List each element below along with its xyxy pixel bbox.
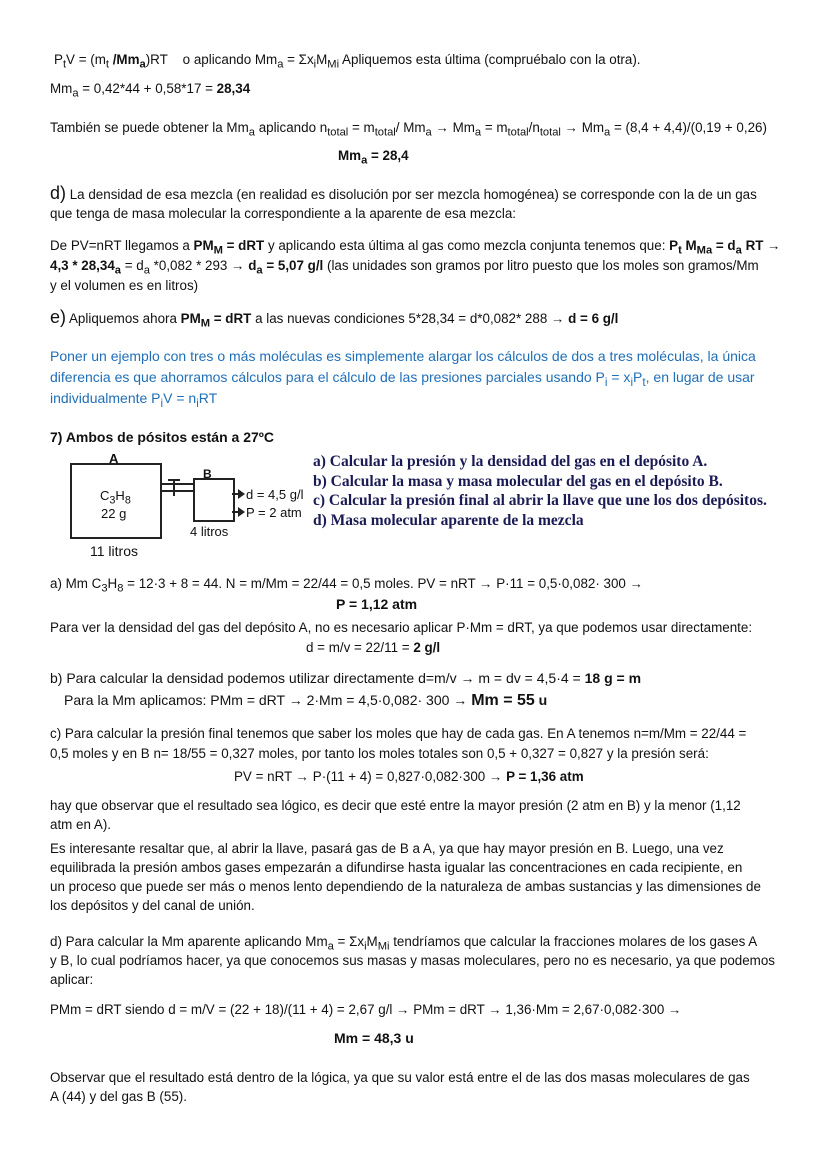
sol-d-result: Mm = 48,3 u xyxy=(334,1030,414,1046)
tank-a-gas: $C_3H_8$ xyxy=(100,488,131,507)
question-a: a) Calcular la presión y la densidad del gas en el depósito A. xyxy=(313,453,708,470)
part-e-line: e) Apliquemos ahora $PM_M$ = dRT a las nuevas condiciones 5*28,34 = d*0,082* 288 → d = 6 g/l xyxy=(50,307,619,330)
sol-c-line-4: hay que observar que el resultado sea lógico, es decir que esté entre la mayor presión (2 atm en B) y la menor (1,12 xyxy=(50,798,741,813)
sol-c-line-5: atm en A). xyxy=(50,817,112,832)
sol-c-line-9: los depósitos y del canal de unión. xyxy=(50,898,255,913)
arrow-p-head xyxy=(238,507,245,517)
tank-b-pressure: P = 2 atm xyxy=(246,505,302,520)
part-d-line-1: d) La densidad de esa mezcla (en realidad es disolución por ser mezcla homogénea) se corresponde con la de un gas xyxy=(50,183,757,203)
sol-d-line-2: y B, lo cual podríamos hacer, ya que conocemos sus masas y masas moleculares, pero no es necesario, ya que podemos xyxy=(50,953,775,968)
formula-line-2: $Mm_a = 0,42*44 + 0,58*17 = 28,34$ xyxy=(50,81,251,100)
blue-note-line-2: diferencia es que ahorramos cálculos para el cálculo de las presiones parciales usando $P_i = x_iP_t$, en lugar de usar xyxy=(50,369,755,389)
sol-a-line-3: Para ver la densidad del gas del depósito A, no es necesario aplicar P·Mm = dRT, ya que podemos usar directamente: xyxy=(50,620,753,635)
sol-b-line-2: Para la Mm aplicamos: PMm = dRT → 2·Mm = 4,5·0,082· 300 → Mm = 55 u xyxy=(64,692,548,709)
sol-d-line-1: d) Para calcular la Mm aparente aplicando $Mm_a = \Sigma x_iM_{Mi}$ tendríamos que calcular la fracciones molares de los gases A xyxy=(50,934,758,953)
tank-b-label: B xyxy=(203,467,212,481)
tank-b-density: d = 4,5 g/l xyxy=(246,487,304,502)
part-d-line-5: y el volumen es en litros) xyxy=(50,278,199,293)
blue-note-line-3: individualmente $P_iV = n_iRT$ xyxy=(50,390,218,410)
sol-c-line-6: Es interesante resaltar que, al abrir la llave, pasará gas de B a A, ya que hay mayor presión en B. Luego, una vez xyxy=(50,841,724,856)
sol-a-result: P = 1,12 atm xyxy=(336,596,418,612)
tank-a-label: A xyxy=(109,451,119,466)
part-d-line-2: que tenga de masa molecular la correspondiente a la aparente de esa mezcla: xyxy=(50,206,516,221)
problem-7-title: 7) Ambos de pósitos están a 27ºC xyxy=(50,429,274,445)
question-d: d) Masa molecular aparente de la mezcla xyxy=(313,512,584,529)
part-d-line-3: De PV=nRT llegamos a $PM_M$ = dRT y aplicando esta última al gas como mezcla conjunta tenemos que: $P_t$ $M_{Ma} = d_a$ RT → xyxy=(50,238,781,257)
sol-a-line-4: d = m/v = 22/11 = 2 g/l xyxy=(306,640,441,655)
tank-b-volume: 4 litros xyxy=(190,524,229,539)
sol-d-line-4: PMm = dRT siendo d = m/V = (22 + 18)/(11 + 4) = 2,67 g/l → PMm = dRT → 1,36·Mm = 2,67·0,082·300 → xyxy=(50,1002,682,1017)
sol-d-line-6: Observar que el resultado está dentro de la lógica, ya que su valor está entre el de las dos masas moleculares de gas xyxy=(50,1070,750,1085)
arrow-d-head xyxy=(238,489,245,499)
sol-d-line-3: aplicar: xyxy=(50,972,94,987)
pipe-bottom xyxy=(160,490,194,492)
tank-a-mass: 22 g xyxy=(101,506,127,521)
sol-d-line-7: A (44) y del gas B (55). xyxy=(50,1089,187,1104)
sol-b-line-1: b) Para calcular la densidad podemos utilizar directamente d=m/v → m = dv = 4,5·4 = 18 g = m xyxy=(50,670,642,686)
valve-handle[interactable] xyxy=(168,479,180,481)
question-c: c) Calcular la presión final al abrir la llave que une los dos depósitos. xyxy=(313,492,767,509)
valve-stem[interactable] xyxy=(173,480,175,496)
sol-c-line-3: PV = nRT → P·(11 + 4) = 0,827·0,082·300 → P = 1,36 atm xyxy=(234,769,584,784)
sol-c-line-7: equilibrada la presión ambos gases empezarán a difundirse hasta igualar las concentraciones en cada recipiente, en xyxy=(50,860,743,875)
formula-line-3: También se puede obtener la $Mm_a$ aplicando $n_{total} = m_{total}/$ $Mm_a \to Mm_a = m_{total}/n_{total} \to Mm_a = (8,4 + 4,4)/(0,19 + 0,26)$ xyxy=(50,120,767,139)
tank-b xyxy=(193,478,235,522)
sol-a-line-1: a) Mm $C_3H_8 = 12\cdot 3 + 8 = 44$. N = m/Mm = 22/44 = 0,5 moles. PV = nRT → P·11 = 0,5·0,082· 300 → xyxy=(50,576,643,595)
question-b: b) Calcular la masa y masa molecular del gas en el depósito B. xyxy=(313,473,723,490)
sol-c-line-1: c) Para calcular la presión final tenemos que saber los moles que hay de cada gas. En A tenemos n=m/Mm = 22/44 = xyxy=(50,726,747,741)
sol-c-line-2: 0,5 moles y en B n= 18/55 = 0,327 moles, por tanto los moles totales son 0,5 + 0,327 = 0,827 y la presión será: xyxy=(50,746,709,761)
formula-result: $Mm_a = 28,4$ xyxy=(338,148,409,167)
pipe-top xyxy=(160,483,194,485)
tank-a-volume: 11 litros xyxy=(90,543,138,559)
sol-c-line-8: un proceso que puede ser más o menos lento dependiendo de la naturaleza de ambas sustancias y las dimensiones de xyxy=(50,879,761,894)
part-d-line-4: $4,3 * 28,34_a = d_a$ $*0,082 * 293 \to d_a = 5,07$ g/l (las unidades son gramos por litro puesto que los moles son gramos/Mm xyxy=(50,258,759,277)
blue-note-line-1: Poner un ejemplo con tres o más moléculas es simplemente alargar los cálculos de dos a tres moléculas, la única xyxy=(50,348,756,364)
formula-line-1: $P_tV = (m_t$ $/Mm_a)RT$ o aplicando $Mm_a = \Sigma x_iM_{Mi}$ Apliquemos esta última (compruébalo con la otra). xyxy=(54,52,641,71)
